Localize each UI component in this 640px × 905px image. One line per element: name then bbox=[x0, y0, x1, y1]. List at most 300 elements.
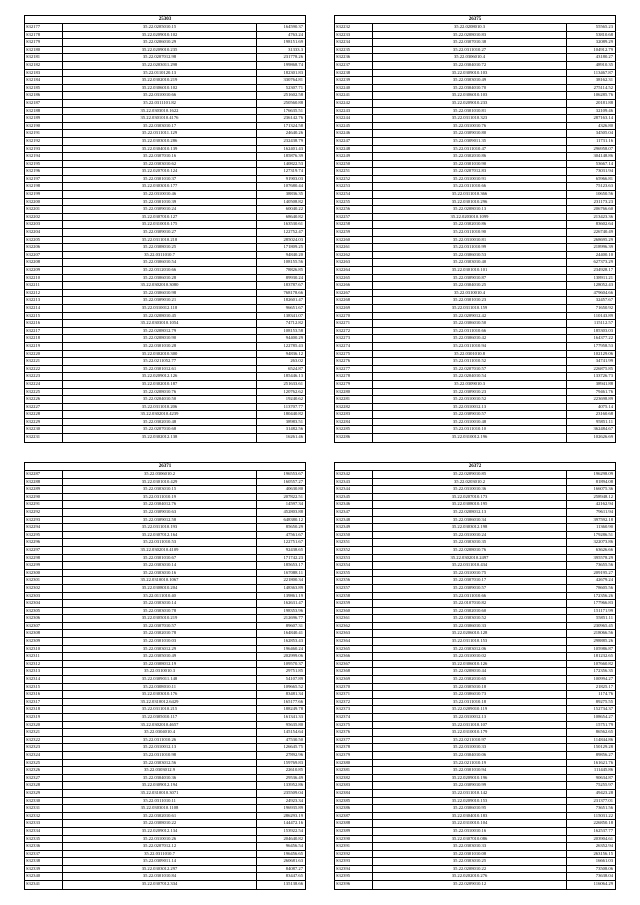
row-code-cell: 35.22.0305010.49 bbox=[63, 653, 257, 660]
table-row bbox=[25, 168, 305, 176]
row-id-cell: S32387 bbox=[335, 813, 373, 820]
row-id-cell: S32386 bbox=[335, 805, 373, 812]
row-value-cell: 81894.08 bbox=[595, 478, 613, 484]
row-code-cell: 35.22.0311010.94 bbox=[373, 343, 567, 350]
row-id-cell: S32364 bbox=[335, 638, 373, 645]
row-id-cell: S32293 bbox=[25, 517, 63, 524]
row-code-cell: 35.22.0302010.2497 bbox=[373, 555, 567, 562]
row-id-cell: S32392 bbox=[335, 851, 373, 858]
row-id-cell: S32343 bbox=[335, 479, 373, 486]
row-code-cell: 35.22.0308010.204 bbox=[63, 585, 257, 592]
row-code-cell: 35.22.0301010.03 bbox=[63, 638, 257, 645]
row-code-cell: 35.22.0309011.14 bbox=[63, 858, 257, 865]
row-code-cell: 35.22.0303010.1108 bbox=[63, 805, 257, 812]
row-id-cell: S32247 bbox=[335, 138, 373, 145]
row-id-cell: S32248 bbox=[335, 146, 373, 153]
row-code-cell: 35.22.0301010.90 bbox=[373, 161, 567, 168]
row-value-cell: 162631.47 bbox=[283, 600, 303, 606]
row-code-cell: 35.22.0303010.14 bbox=[63, 562, 257, 569]
row-code-cell: 35.22.0310010.75 bbox=[373, 570, 567, 577]
row-id-cell: S32224 bbox=[25, 381, 63, 388]
row-code-cell: 35.22.0303012.56 bbox=[63, 760, 257, 767]
row-code-cell: 35.22.0309010.57 bbox=[373, 585, 567, 592]
row-id-cell: S32207 bbox=[25, 252, 63, 259]
row-value-cell: 91903.03 bbox=[285, 175, 303, 181]
row-id-cell: S32280 bbox=[335, 389, 373, 396]
row-value-cell: 648380.12 bbox=[283, 516, 303, 522]
table-row bbox=[335, 547, 615, 555]
row-id-cell: S32290 bbox=[25, 494, 63, 501]
table-row bbox=[335, 275, 615, 283]
table-row bbox=[25, 275, 305, 283]
row-id-cell: S32223 bbox=[25, 373, 63, 380]
row-code-cell: 35.22.0301010.296 bbox=[373, 199, 567, 206]
row-id-cell: S32313 bbox=[25, 668, 63, 675]
row-id-cell: S32193 bbox=[25, 146, 63, 153]
row-code-cell: 35.22.0207012.12 bbox=[63, 843, 257, 850]
row-code-cell: 35.22.0311010.159 bbox=[373, 305, 567, 312]
row-value-cell: 47561.67 bbox=[285, 531, 303, 537]
table-row bbox=[25, 668, 305, 676]
row-value-cell: 73031.94 bbox=[595, 168, 613, 174]
row-value-cell: 11731.16 bbox=[595, 137, 613, 143]
table-row bbox=[335, 798, 615, 806]
row-id-cell: S32308 bbox=[25, 630, 63, 637]
table-row bbox=[335, 562, 615, 570]
row-code-cell: 35.22.0311010.153 bbox=[373, 638, 567, 645]
row-value-cell: 140822.53 bbox=[283, 160, 303, 166]
row-id-cell: S32300 bbox=[25, 570, 63, 577]
table-row bbox=[25, 259, 305, 267]
row-code-cell: 35.22.0302010.78 bbox=[63, 630, 257, 637]
row-value-cell: 185446.13 bbox=[283, 373, 303, 379]
row-value-cell: 479604.66 bbox=[593, 289, 613, 295]
table-row bbox=[335, 24, 615, 32]
table-row bbox=[335, 479, 615, 487]
row-id-cell: S32202 bbox=[25, 214, 63, 221]
row-value-cell: 89930.24 bbox=[285, 274, 303, 280]
row-code-cell: 35.22.0303010.1622 bbox=[63, 108, 257, 115]
row-value-cell: 185876.39 bbox=[283, 153, 303, 159]
row-code-cell: 35.22.0306010.28 bbox=[63, 275, 257, 282]
row-value-cell: 63626.66 bbox=[595, 546, 613, 552]
table-row bbox=[335, 39, 615, 47]
row-code-cell: 35.22.0207012.83 bbox=[373, 168, 567, 175]
coordinate-table-block bbox=[334, 15, 616, 443]
row-code-cell: 35.22.0309012.58 bbox=[63, 517, 257, 524]
table-row bbox=[335, 744, 615, 752]
table-row bbox=[25, 47, 305, 55]
row-id-cell: S32283 bbox=[335, 411, 373, 418]
row-value-cell: 198151.69 bbox=[283, 39, 303, 45]
table-row bbox=[335, 426, 615, 434]
row-id-cell: S32297 bbox=[25, 547, 63, 554]
row-value-cell: 161621.76 bbox=[593, 759, 613, 765]
table-row bbox=[25, 479, 305, 487]
table-row bbox=[25, 737, 305, 745]
table-row bbox=[25, 600, 305, 608]
row-value-cell: 180440.82 bbox=[283, 411, 303, 417]
row-id-cell: S32268 bbox=[335, 297, 373, 304]
table-row bbox=[25, 434, 305, 442]
row-code-cell: 35.22.0301010.81 bbox=[373, 108, 567, 115]
row-value-cell: 165177.66 bbox=[283, 698, 303, 704]
row-id-cell: S32385 bbox=[335, 798, 373, 805]
row-id-cell: S32266 bbox=[335, 282, 373, 289]
table-row bbox=[25, 39, 305, 47]
table-row bbox=[25, 638, 305, 646]
row-value-cell: 113467.87 bbox=[593, 69, 613, 75]
row-value-cell: 27892.96 bbox=[285, 751, 303, 757]
table-row bbox=[25, 881, 305, 889]
row-code-cell: 35.22.0309012.194 bbox=[63, 782, 257, 789]
row-code-cell: 35.22.0310010.02 bbox=[373, 653, 567, 660]
row-code-cell: 35.22.0301010.94 bbox=[373, 767, 567, 774]
row-value-cell: 53667.14 bbox=[595, 160, 613, 166]
row-id-cell: S32195 bbox=[25, 161, 63, 168]
table-row bbox=[25, 130, 305, 138]
row-value-cell: 4326.80 bbox=[598, 122, 613, 128]
row-value-cell: 89856.27 bbox=[595, 751, 613, 757]
table-row bbox=[25, 509, 305, 517]
row-code-cell: 35.22.0306010.4 bbox=[373, 54, 567, 61]
row-value-cell: 107680.44 bbox=[283, 183, 303, 189]
row-value-cell: 171324.58 bbox=[283, 122, 303, 128]
row-code-cell: 35.22.0307012.334 bbox=[63, 881, 257, 889]
table-row bbox=[25, 214, 305, 222]
table-row bbox=[335, 501, 615, 509]
row-code-cell: 35.22.0305010.18 bbox=[373, 684, 567, 691]
table-row bbox=[335, 752, 615, 760]
row-code-cell: 35.22.0311010.66 bbox=[373, 328, 567, 335]
row-code-cell: 35.22.0303010.25 bbox=[373, 858, 567, 865]
row-code-cell: 35.22.0311010.99 bbox=[373, 244, 567, 251]
table-row bbox=[335, 335, 615, 343]
row-value-cell: 182301.83 bbox=[283, 69, 303, 75]
row-value-cell: 212696.77 bbox=[283, 615, 303, 621]
row-value-cell: 29751.85 bbox=[285, 668, 303, 674]
table-row bbox=[25, 593, 305, 601]
row-id-cell: S32345 bbox=[335, 494, 373, 501]
row-code-cell: 35.22.0312010.66 bbox=[63, 267, 257, 274]
row-id-cell: S32285 bbox=[335, 426, 373, 433]
table-row bbox=[25, 419, 305, 427]
row-value-cell: 20181.88 bbox=[595, 99, 613, 105]
row-code-cell: 35.22.0110120.13 bbox=[63, 70, 257, 77]
row-value-cell: 1174.76 bbox=[598, 691, 613, 697]
row-value-cell: 231173.23 bbox=[593, 198, 613, 204]
row-value-cell: 11360.90 bbox=[595, 524, 613, 530]
row-code-cell: 35.22.0311010.366 bbox=[373, 191, 567, 198]
table-row bbox=[335, 858, 615, 866]
row-code-cell: 35.22.0303010.52 bbox=[373, 615, 567, 622]
table-row bbox=[335, 138, 615, 146]
row-id-cell: S32233 bbox=[335, 32, 373, 39]
table-row bbox=[335, 623, 615, 631]
row-code-cell: 35.22.0207010.124 bbox=[63, 168, 257, 175]
row-value-cell: 92438.65 bbox=[285, 546, 303, 552]
table-row bbox=[335, 252, 615, 260]
row-value-cell: 298885.26 bbox=[593, 638, 613, 644]
row-code-cell: 35.22.0302010.4109 bbox=[63, 547, 257, 554]
row-id-cell: S32258 bbox=[335, 221, 373, 228]
row-value-cell: 236142.76 bbox=[283, 115, 303, 121]
row-code-cell: 35.22.0309010.80 bbox=[373, 130, 567, 137]
row-id-cell: S32259 bbox=[335, 229, 373, 236]
table-row bbox=[25, 115, 305, 123]
row-value-cell: 31482.56 bbox=[285, 426, 303, 432]
row-code-cell: 35.22.0206010.29 bbox=[63, 39, 257, 46]
row-value-cell: 73651.56 bbox=[595, 805, 613, 811]
row-code-cell: 35.22.0306010.98 bbox=[63, 290, 257, 297]
row-code-cell: 35.22.0208012.13 bbox=[373, 509, 567, 516]
row-value-cell: 68640.82 bbox=[285, 213, 303, 219]
row-id-cell: S32296 bbox=[25, 539, 63, 546]
row-code-cell: 35.22.0307010.16 bbox=[63, 153, 257, 160]
row-value-cell: 206766.60 bbox=[593, 206, 613, 212]
row-id-cell: S32334 bbox=[25, 828, 63, 835]
row-code-cell: 35.22.0211010.19 bbox=[373, 760, 567, 767]
table-row bbox=[335, 873, 615, 881]
table-row bbox=[25, 153, 305, 161]
row-code-cell: 35.22.0309010.103 bbox=[373, 70, 567, 77]
table-row bbox=[25, 790, 305, 798]
row-id-cell: S32298 bbox=[25, 555, 63, 562]
row-id-cell: S32375 bbox=[335, 722, 373, 729]
row-value-cell: 43180.27 bbox=[595, 54, 613, 60]
row-value-cell: 181232.65 bbox=[593, 653, 613, 659]
row-code-cell: 35.22.0311010.193 bbox=[63, 524, 257, 531]
row-id-cell: S32291 bbox=[25, 501, 63, 508]
row-id-cell: S32391 bbox=[335, 843, 373, 850]
row-value-cell: 133952.86 bbox=[283, 782, 303, 788]
row-code-cell: 35.22.0307010.17 bbox=[373, 577, 567, 584]
row-id-cell: S32336 bbox=[25, 843, 63, 850]
row-value-cell: 196298.09 bbox=[593, 471, 613, 476]
row-value-cell: 287163.14 bbox=[593, 115, 613, 121]
row-code-cell: 35.22.0302010.4239 bbox=[63, 411, 257, 418]
row-id-cell: S32372 bbox=[335, 699, 373, 706]
row-id-cell: S32281 bbox=[335, 396, 373, 403]
row-value-cell: 111445.86 bbox=[593, 767, 613, 773]
table-row bbox=[335, 297, 615, 305]
row-code-cell: 35.22.0306010.54 bbox=[63, 259, 257, 266]
row-code-cell: 35.22.0310012.13 bbox=[63, 744, 257, 751]
table-row bbox=[25, 585, 305, 593]
row-code-cell: 35.22.0310010.175 bbox=[63, 221, 257, 228]
row-id-cell: S32227 bbox=[25, 404, 63, 411]
row-id-cell: S32316 bbox=[25, 691, 63, 698]
row-id-cell: S32264 bbox=[335, 267, 373, 274]
row-code-cell: 35.22.0306010.53 bbox=[373, 252, 567, 259]
table-row bbox=[335, 577, 615, 585]
row-value-cell: 15751.79 bbox=[595, 721, 613, 727]
row-value-cell: 196553.67 bbox=[283, 471, 303, 476]
row-code-cell: 35.22.0310010.3 bbox=[63, 668, 257, 675]
table-row bbox=[335, 434, 615, 442]
row-id-cell: S32315 bbox=[25, 684, 63, 691]
table-row bbox=[335, 161, 615, 169]
row-code-cell: 35.22.0303010.49 bbox=[373, 77, 567, 84]
row-id-cell: S32186 bbox=[25, 92, 63, 99]
table-row bbox=[335, 100, 615, 108]
row-value-cell: 65966.81 bbox=[595, 175, 613, 181]
row-value-cell: 362484.67 bbox=[593, 426, 613, 432]
row-value-cell: 140508.82 bbox=[283, 198, 303, 204]
row-id-cell: S32330 bbox=[25, 798, 63, 805]
table-row bbox=[25, 305, 305, 313]
row-id-cell: S32272 bbox=[335, 328, 373, 335]
row-id-cell: S32269 bbox=[335, 305, 373, 312]
row-value-cell: 171742.23 bbox=[283, 554, 303, 560]
row-id-cell: S32381 bbox=[335, 767, 373, 774]
row-id-cell: S32199 bbox=[25, 191, 63, 198]
row-value-cell: 55565.23 bbox=[595, 24, 613, 29]
row-value-cell: 231377.01 bbox=[593, 797, 613, 803]
row-value-cell: 162853.43 bbox=[283, 638, 303, 644]
row-code-cell: 35.22.0302010.86 bbox=[373, 153, 567, 160]
row-id-cell: S32187 bbox=[25, 100, 63, 107]
row-code-cell: 35.22.0309010.87 bbox=[373, 275, 567, 282]
table-row bbox=[335, 638, 615, 646]
row-code-cell: 35.22.0305010.117 bbox=[63, 714, 257, 721]
row-code-cell: 35.22.0311101.82 bbox=[63, 100, 257, 107]
row-id-cell: S32252 bbox=[335, 176, 373, 183]
row-id-cell: S32390 bbox=[335, 836, 373, 843]
row-value-cell: 122752.47 bbox=[283, 229, 303, 235]
row-value-cell: 160557.27 bbox=[283, 478, 303, 484]
row-code-cell: 35.22.0311010.215 bbox=[63, 706, 257, 713]
row-value-cell: 4763.24 bbox=[288, 31, 303, 37]
table-row bbox=[335, 244, 615, 252]
row-value-cell: 52307.71 bbox=[285, 84, 303, 90]
row-id-cell: S32329 bbox=[25, 790, 63, 797]
row-id-cell: S32328 bbox=[25, 782, 63, 789]
row-id-cell: S32260 bbox=[335, 237, 373, 244]
row-code-cell: 35.22.0303010.17 bbox=[63, 123, 257, 130]
table-row bbox=[335, 343, 615, 351]
row-code-cell: 35.22.0204010.50 bbox=[63, 396, 257, 403]
row-value-cell: 89607.31 bbox=[285, 622, 303, 628]
table-row bbox=[335, 851, 615, 859]
table-row bbox=[25, 297, 305, 305]
table-row bbox=[25, 722, 305, 730]
row-id-cell: S32362 bbox=[335, 623, 373, 630]
row-code-cell: 35.22.0306010.102 bbox=[63, 85, 257, 92]
row-code-cell: 35.22.0205010.15 bbox=[63, 24, 257, 31]
row-id-cell: S32263 bbox=[335, 259, 373, 266]
row-id-cell: S32366 bbox=[335, 653, 373, 660]
row-code-cell: 35.22.0311010.7 bbox=[63, 252, 257, 259]
row-value-cell: 16261.46 bbox=[285, 434, 303, 440]
row-value-cell: 304148.86 bbox=[593, 153, 613, 159]
table-row bbox=[335, 471, 615, 479]
row-value-cell: 162401.43 bbox=[283, 145, 303, 151]
table-row bbox=[25, 366, 305, 374]
row-value-cell: 54107.89 bbox=[285, 676, 303, 682]
table-row bbox=[25, 108, 305, 116]
row-id-cell: S32383 bbox=[335, 782, 373, 789]
table-row bbox=[335, 691, 615, 699]
row-id-cell: S32235 bbox=[335, 47, 373, 54]
block-title: 26371 bbox=[25, 463, 305, 471]
row-code-cell: 35.22.0311010.142 bbox=[373, 790, 567, 797]
table-row bbox=[25, 343, 305, 351]
row-id-cell: S32191 bbox=[25, 130, 63, 137]
table-row bbox=[25, 32, 305, 40]
row-id-cell: S32310 bbox=[25, 646, 63, 653]
row-code-cell: 35.22.0310012.13 bbox=[373, 404, 567, 411]
row-id-cell: S32278 bbox=[335, 373, 373, 380]
table-row bbox=[25, 775, 305, 783]
table-row bbox=[25, 471, 305, 479]
row-code-cell: 35.22.0301010.23 bbox=[373, 297, 567, 304]
row-value-cell: 95851.11 bbox=[595, 418, 613, 424]
row-value-cell: 48910.35 bbox=[595, 61, 613, 67]
row-value-cell: 38941.88 bbox=[595, 380, 613, 386]
row-code-cell: 35.22.0303010.62 bbox=[63, 161, 257, 168]
table-row bbox=[335, 813, 615, 821]
row-value-cell: 26352.94 bbox=[595, 843, 613, 849]
row-value-cell: 768178.66 bbox=[283, 289, 303, 295]
row-value-cell: 34741.99 bbox=[595, 358, 613, 364]
row-id-cell: S32349 bbox=[335, 524, 373, 531]
row-id-cell: S32201 bbox=[25, 206, 63, 213]
table-row bbox=[335, 532, 615, 540]
row-value-cell: 102129.06 bbox=[593, 350, 613, 356]
coordinate-table-block bbox=[24, 462, 306, 890]
table-row bbox=[25, 608, 305, 616]
row-id-cell: S32323 bbox=[25, 744, 63, 751]
table-row bbox=[25, 676, 305, 684]
row-id-cell: S32209 bbox=[25, 267, 63, 274]
table-row bbox=[25, 577, 305, 585]
row-value-cell: 114844.86 bbox=[593, 736, 613, 742]
table-row bbox=[25, 615, 305, 623]
row-id-cell: S32262 bbox=[335, 252, 373, 259]
row-code-cell: 35.22.0302010.60 bbox=[373, 608, 567, 615]
row-code-cell: 35.22.0311010.66 bbox=[373, 183, 567, 190]
table-row bbox=[335, 760, 615, 768]
row-code-cell: 35.22.0207010.57 bbox=[373, 366, 567, 373]
row-id-cell: S32194 bbox=[25, 153, 63, 160]
row-id-cell: S32203 bbox=[25, 221, 63, 228]
row-code-cell: 35.22.0303010.40 bbox=[373, 259, 567, 266]
row-id-cell: S32340 bbox=[25, 873, 63, 880]
table-row bbox=[25, 24, 305, 32]
row-value-cell: 84087.27 bbox=[285, 865, 303, 871]
row-code-cell: 35.22.0209010.12 bbox=[373, 881, 567, 889]
table-row bbox=[25, 699, 305, 707]
row-code-cell: 35.22.0311010.66 bbox=[373, 593, 567, 600]
table-row bbox=[335, 585, 615, 593]
table-row bbox=[335, 593, 615, 601]
row-id-cell: S32213 bbox=[25, 297, 63, 304]
row-value-cell: 4075.14 bbox=[598, 403, 613, 409]
row-id-cell: S32379 bbox=[335, 752, 373, 759]
row-value-cell: 627373.29 bbox=[593, 259, 613, 265]
table-row bbox=[25, 54, 305, 62]
row-id-cell: S32294 bbox=[25, 524, 63, 531]
row-code-cell: 35.22.0208010.76 bbox=[63, 389, 257, 396]
table-row bbox=[335, 782, 615, 790]
row-id-cell: S32367 bbox=[335, 661, 373, 668]
row-id-cell: S32393 bbox=[335, 858, 373, 865]
table-row bbox=[335, 153, 615, 161]
row-value-cell: 203904.61 bbox=[593, 835, 613, 841]
table-row bbox=[335, 608, 615, 616]
table-row bbox=[335, 699, 615, 707]
